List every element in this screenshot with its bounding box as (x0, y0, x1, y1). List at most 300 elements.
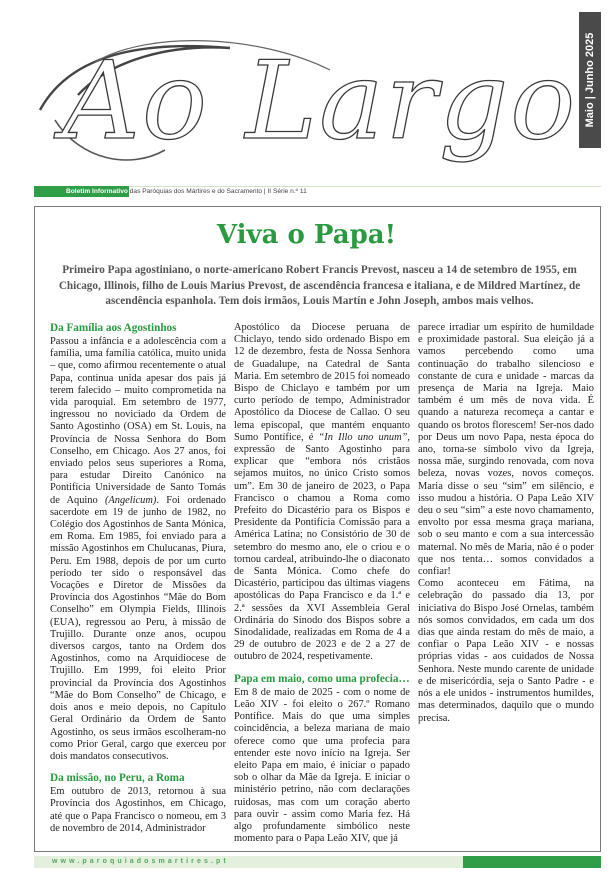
word: sobre (378, 614, 401, 626)
word: novo (295, 747, 317, 759)
word: a (589, 553, 594, 565)
word: com (200, 336, 218, 347)
word: - (582, 675, 586, 687)
word: Neste (457, 663, 482, 675)
word: 2015 (334, 370, 356, 382)
word: Illinois (196, 604, 226, 616)
word: - (283, 808, 287, 820)
word: Consistório (320, 529, 369, 541)
word: dado (573, 419, 594, 431)
word: de (127, 506, 138, 518)
word: e (555, 639, 561, 651)
word: o (337, 698, 343, 710)
word: de (50, 822, 60, 834)
word: seu (396, 407, 410, 419)
word: Diocese (311, 322, 346, 333)
word: é (554, 541, 560, 553)
word: beleza, (418, 468, 448, 480)
article-column-2 (234, 322, 410, 845)
word: para (199, 531, 217, 543)
word: florescem! (492, 419, 537, 431)
word: Senhora. (418, 663, 455, 675)
word: que, (57, 360, 76, 372)
word: peruana (356, 322, 390, 333)
word: a (221, 336, 226, 347)
word: para (392, 735, 411, 747)
word: e (221, 689, 226, 701)
word: e (405, 505, 410, 517)
word: da (289, 602, 300, 614)
word: do (459, 602, 471, 614)
word: vida. (559, 395, 581, 407)
word: quando (418, 419, 449, 431)
word: de (536, 322, 547, 333)
word: a (487, 505, 493, 517)
footer-website-link[interactable]: www.paroquiadosmartires.pt (52, 858, 229, 865)
word: superiores (139, 458, 183, 470)
word: Francisco (114, 810, 155, 822)
word: novos (522, 468, 547, 480)
word: Mónica, (191, 519, 226, 531)
word: vozes, (487, 468, 514, 480)
word: silêncio, (549, 480, 585, 492)
word: confiar (418, 639, 448, 651)
word: enviado (50, 458, 83, 470)
word: Bispo (369, 334, 394, 346)
word: 2.ª (234, 602, 245, 614)
word: até (50, 810, 63, 822)
word: 2025 (311, 686, 333, 698)
word: humildade (550, 322, 594, 333)
word: atribuindo-lhe (299, 553, 359, 565)
word: de (152, 580, 163, 592)
word: continua (77, 372, 114, 384)
section-paragraph (234, 322, 410, 664)
word: o (436, 529, 442, 541)
word: como (78, 360, 102, 372)
word: junho (143, 506, 167, 518)
word: o (138, 567, 144, 579)
word: Aquino (66, 494, 98, 506)
word: Apostólico (234, 322, 280, 333)
word: Papa (91, 810, 112, 822)
word: os (99, 726, 109, 738)
word: Santo (527, 675, 551, 687)
word: - (545, 639, 549, 651)
word: e (589, 407, 594, 419)
word: eleito (309, 698, 333, 710)
word: chefe (367, 566, 390, 578)
word: diversos (50, 641, 85, 653)
word: período (261, 395, 294, 407)
word: maternal. (418, 541, 457, 553)
word: de (548, 663, 559, 675)
word: Província (50, 592, 90, 604)
word: do (472, 590, 483, 602)
word: recentemente (139, 360, 196, 372)
word: da (163, 409, 173, 421)
word: e (418, 675, 423, 687)
word: Assembleia (331, 602, 380, 614)
word: de (350, 639, 361, 651)
word: explicar (234, 456, 268, 468)
word: espírito (501, 322, 533, 333)
word: já (390, 833, 398, 845)
word: sido (305, 334, 323, 346)
word: nova (573, 456, 595, 468)
word: Província (113, 677, 154, 689)
word: sacerdote (50, 506, 90, 518)
word: como (320, 808, 344, 820)
word: ano, (418, 444, 436, 456)
article-lead: Primeiro Papa agostiniano, o norte-americano Robert Francis Prevost, nasceu a 14 de setembro de 1955, em Chicago, Illinois, filho de Louis Marius Prevost, de ascendência francesa e italiana, e de Mildred Martínez, de ascendência espanhola. Tem dois irmãos, Louis Martín e John Joseph, ambos mais velhos. (58, 264, 581, 308)
word: sob (418, 529, 433, 541)
word: dos (95, 798, 110, 810)
word: foi (145, 531, 158, 543)
word: 1999, (117, 665, 142, 677)
word: família (105, 348, 136, 360)
word: 2023, (352, 480, 377, 492)
word: 27 (384, 639, 396, 651)
word: anos, (188, 445, 211, 457)
word: somos (500, 553, 528, 565)
word: regressou (85, 616, 126, 628)
word: nomeado (371, 370, 410, 382)
word: poder (570, 541, 594, 553)
word: estudar (80, 470, 111, 482)
word: o (361, 541, 368, 553)
word: mesma (495, 517, 526, 529)
word: Maria (348, 808, 373, 820)
word: eleito (234, 759, 258, 771)
word: também (336, 383, 370, 395)
word: missão (182, 616, 212, 628)
word: Durante (93, 628, 127, 640)
word: sessões (251, 602, 283, 614)
word: também (560, 602, 594, 614)
section-paragraph (50, 786, 226, 835)
word: ministério (234, 784, 277, 796)
word: “Mãe (163, 592, 187, 604)
word: 1.ª (390, 590, 402, 602)
word: foi (357, 370, 370, 382)
word: chamou (297, 492, 331, 504)
word: provincial (50, 677, 93, 689)
word: Callao. (350, 407, 380, 419)
word: Francisco (323, 590, 364, 602)
word: em (94, 506, 108, 518)
word: o (518, 675, 524, 687)
word: respetivamente. (307, 651, 373, 663)
word: na (216, 470, 226, 482)
word: Ser (396, 747, 410, 759)
word: Roma (355, 627, 381, 639)
word: Cristo (352, 468, 379, 480)
word: Em (76, 555, 91, 567)
word: do (271, 505, 283, 517)
word: Guadalupe, (251, 358, 300, 370)
word: Illo (338, 431, 353, 443)
word: em (100, 604, 113, 616)
word: Roma (353, 492, 378, 504)
word: setembro (281, 370, 320, 382)
word: muito (124, 384, 149, 396)
word: na (584, 578, 594, 590)
word: terem (50, 384, 74, 396)
word: é (330, 759, 336, 771)
word: Agostinhos, (114, 798, 165, 810)
word: de (248, 346, 259, 358)
word: Maria (418, 480, 443, 492)
word: pelos (88, 458, 111, 470)
word: a (375, 639, 381, 651)
word: foi (292, 698, 304, 710)
word: precisa. (418, 712, 451, 724)
word: Chicago, (188, 798, 226, 810)
word: por (376, 383, 391, 395)
word: do (188, 433, 199, 445)
word: Prefeito (234, 505, 267, 517)
word: tornou (234, 553, 262, 565)
word: dias (418, 627, 435, 639)
word: do (310, 711, 322, 723)
word: neste (388, 820, 410, 832)
word: episcopal, (261, 419, 303, 431)
word: nós (418, 688, 433, 700)
word: os (357, 505, 368, 517)
word: meio (110, 702, 131, 714)
word: e (396, 541, 401, 553)
word: somos (383, 468, 410, 480)
word: Mãe (299, 772, 318, 784)
word: trabalho (496, 358, 531, 370)
word: mãe, (444, 456, 465, 468)
word: a (589, 627, 594, 639)
word: de (374, 723, 385, 735)
word: o (83, 810, 89, 822)
word: de (298, 686, 309, 698)
word: - (336, 686, 340, 698)
word: 2 (365, 639, 371, 651)
word: celebração (418, 590, 463, 602)
word: do (77, 689, 88, 701)
word: 2013, (127, 786, 152, 798)
word: Santo (305, 444, 329, 456)
word: vivo (524, 444, 543, 456)
word: para (334, 505, 353, 517)
word: muitos, (272, 468, 304, 480)
word: Diocese (298, 407, 332, 419)
word: Papa, (50, 372, 73, 384)
word: como (386, 492, 410, 504)
word: Igreja, (567, 444, 594, 456)
word: a (188, 458, 193, 470)
word: e (405, 590, 410, 602)
word: criou (370, 541, 393, 553)
word: setembro (142, 397, 181, 409)
word: período (50, 567, 82, 579)
word: ele (443, 688, 456, 700)
word: Chiclayo (281, 383, 319, 395)
word: 4 (396, 627, 402, 639)
word: por (168, 555, 183, 567)
word: e (589, 358, 594, 370)
word: dos (177, 372, 193, 384)
word: presença (418, 383, 455, 395)
word: 2023 (315, 639, 337, 651)
word: um”. (234, 480, 255, 492)
word: em (155, 421, 168, 433)
word: eleito (172, 665, 196, 677)
word: também (418, 395, 452, 407)
masthead (0, 0, 613, 200)
word: dos (85, 519, 101, 531)
word: Agostinhos (178, 677, 226, 689)
word: últimas (344, 578, 376, 590)
word: St. (171, 421, 183, 433)
word: de (110, 786, 121, 798)
word: Sinodalidade, (234, 627, 291, 639)
word: do (191, 592, 202, 604)
word: mundo (483, 663, 513, 675)
word: por (212, 738, 226, 750)
word: disse (447, 480, 469, 492)
word: de (165, 689, 176, 701)
word: escolheram-no (164, 726, 226, 738)
word: em (339, 627, 352, 639)
word: intercessão (547, 529, 594, 541)
word: a (435, 688, 441, 700)
word: maio (274, 686, 295, 698)
article-column-1 (50, 322, 226, 835)
word: em (521, 614, 535, 626)
word: a (294, 723, 299, 735)
word: Papa, (503, 431, 527, 443)
word: Passou (50, 336, 79, 347)
word: 267.º (348, 698, 370, 710)
word: cargos, (92, 641, 122, 653)
word: seus (111, 726, 130, 738)
word: na (216, 421, 226, 433)
bulletin-info (66, 186, 307, 197)
word: Bispos (372, 505, 401, 517)
word: “embora (305, 456, 342, 468)
word: Vocações (50, 580, 90, 592)
word: vida (50, 397, 68, 409)
word: um (483, 322, 498, 333)
word: nos (440, 553, 455, 565)
word: anos, (164, 628, 187, 640)
word: Olympia (119, 604, 156, 616)
word: uma (352, 711, 371, 723)
word: brotos (463, 419, 490, 431)
word: seja (498, 675, 515, 687)
word: eleição (543, 334, 574, 346)
word: instrumentos (496, 688, 551, 700)
word: Geral, (101, 738, 128, 750)
word: da (97, 677, 108, 689)
word: mantém (331, 419, 366, 431)
word: símbolo (483, 444, 518, 456)
word: janeiro (305, 480, 335, 492)
word: – (50, 360, 56, 372)
word: dois (50, 702, 68, 714)
word: na (216, 384, 227, 396)
word: Leão (492, 639, 514, 651)
word: é (458, 395, 464, 407)
word: ocupou (195, 628, 226, 640)
word: Maria (482, 383, 508, 395)
word: Apostólico (234, 407, 280, 419)
word: na (516, 383, 527, 395)
word: de (260, 686, 271, 698)
word: apesar (146, 372, 173, 384)
section-paragraph (418, 322, 594, 578)
word: Sua (523, 334, 540, 346)
word: 2024, (281, 651, 305, 663)
word: na (137, 653, 148, 665)
word: o (296, 833, 302, 845)
word: que (157, 738, 173, 750)
word: Ser-nos (539, 419, 571, 431)
word: entender (234, 747, 270, 759)
word: simbólico (336, 820, 378, 832)
word: Ordem (180, 409, 209, 421)
word: apostólicas (234, 590, 281, 602)
word: aconteceu (457, 578, 499, 590)
word: 27 (174, 445, 185, 457)
word: Trujillo. (50, 665, 84, 677)
word: No (459, 541, 473, 553)
word: com (552, 456, 571, 468)
word: sua (212, 786, 226, 798)
word: 1985, (117, 531, 142, 543)
word: Geral (386, 602, 410, 614)
word: dos (94, 592, 109, 604)
word: graça (530, 517, 553, 529)
word: continuação (418, 358, 469, 370)
word: cargo (130, 738, 154, 750)
word: Colégio (50, 519, 83, 531)
word: anos (73, 702, 93, 714)
word: Administrador (349, 395, 410, 407)
footer-accent (463, 856, 601, 868)
section-heading-family: Da Família aos Agostinhos (50, 322, 177, 334)
word: de (264, 383, 275, 395)
word: Dicastério (287, 505, 330, 517)
word: papado (379, 759, 410, 771)
word: Conselho, (50, 445, 92, 457)
word: festa (309, 346, 330, 358)
word: isso (418, 492, 435, 504)
word: em (170, 798, 184, 810)
word: de (50, 494, 60, 506)
word: Roma. (67, 531, 95, 543)
word: de (461, 370, 472, 382)
word: Ordem (147, 714, 177, 726)
word: do (583, 431, 594, 443)
word: no (173, 702, 184, 714)
word: Comissão (338, 517, 380, 529)
word: diaconato (369, 553, 410, 565)
word: de (494, 541, 505, 553)
word: sido (111, 567, 130, 579)
word: e (589, 675, 595, 687)
word: de (383, 627, 394, 639)
word: Em (234, 686, 249, 698)
word: o (197, 360, 204, 372)
word: da (216, 580, 226, 592)
